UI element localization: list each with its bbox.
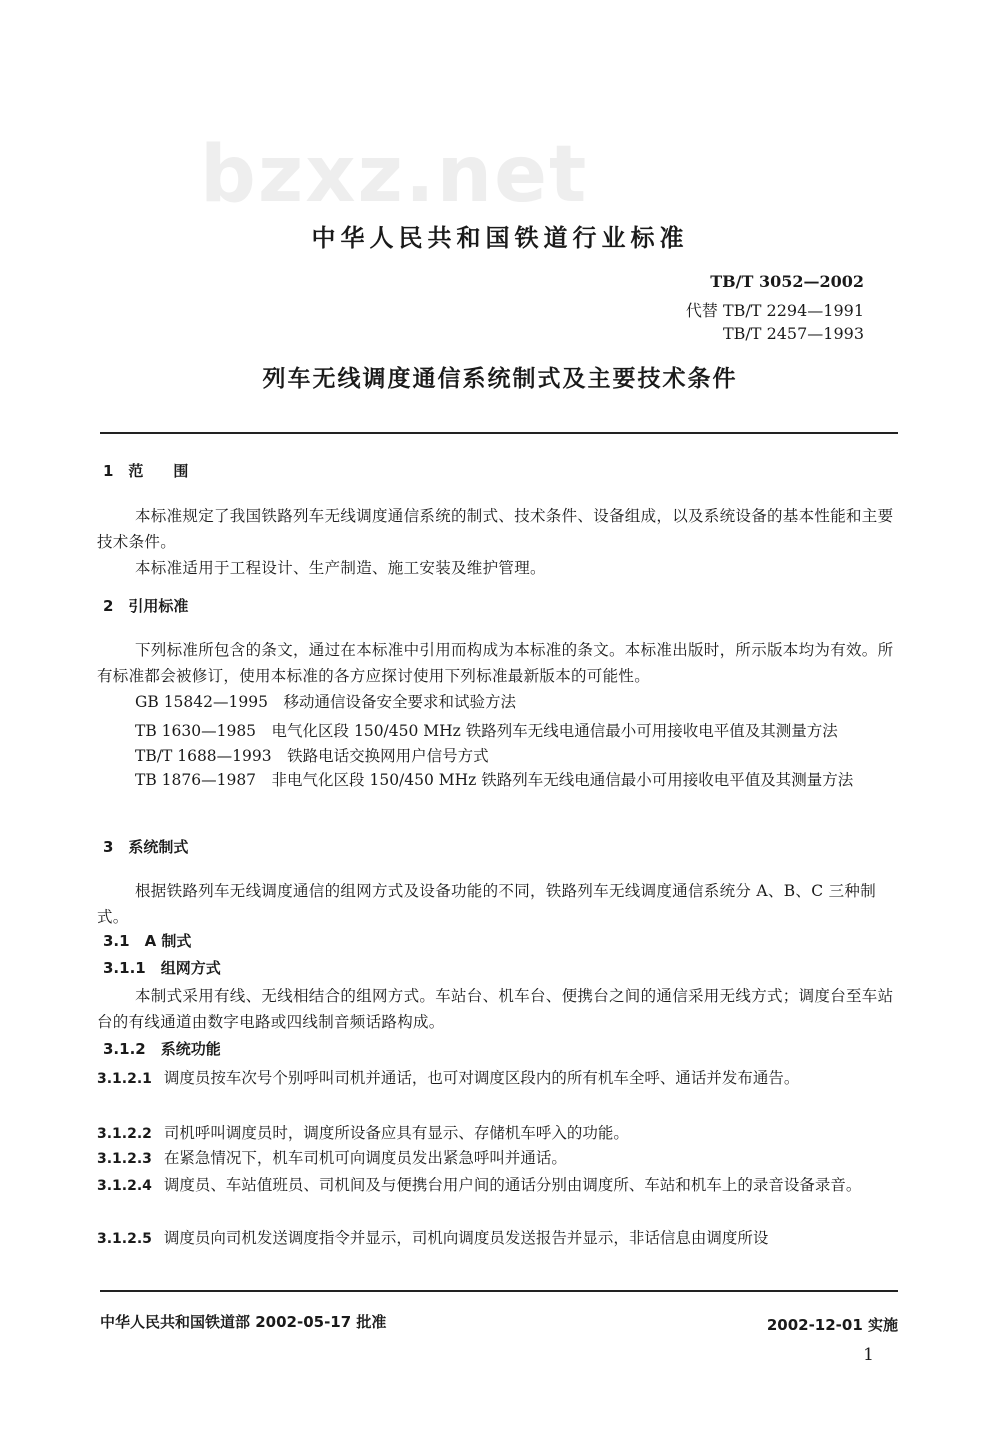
subsection-3-1-1-paragraph: 本制式采用有线、无线相结合的组网方式。车站台、机车台、便携台之间的通信采用无线方式；调度台至车站台的有线通道由数字电路或四线制音频话路构成。 <box>97 987 894 1031</box>
clause-item <box>97 1120 903 1147</box>
effective-date: 2002-12-01 实施 <box>766 1316 898 1334</box>
reference-item: TB/T 1688—1993 铁路电话交换网用户信号方式 <box>135 747 489 765</box>
subsection-3-1-heading: 3.1 A 制式 <box>103 932 192 950</box>
clause-item <box>97 1172 903 1199</box>
clause-text: 调度员按车次号个别呼叫司机并通话，也可对调度区段内的所有机车全呼、通话并发布通告。 <box>163 1069 800 1087</box>
clause-text: 调度员向司机发送调度指令并显示，司机向调度员发送报告并显示，非话信息由调度所设 <box>163 1229 769 1247</box>
section-2-paragraph-1: 下列标准所包含的条文，通过在本标准中引用而构成为本标准的条文。本标准出版时，所示版本均为有效。所有标准都会被修订，使用本标准的各方应探讨使用下列标准最新版本的可能性。 <box>97 641 894 685</box>
standard-number: TB/T 3052—2002 <box>710 272 864 291</box>
clause-number: 3.1.2.1 <box>97 1071 152 1087</box>
replaces-standard-2: TB/T 2457—1993 <box>722 324 864 343</box>
approval-statement: 中华人民共和国铁道部 2002-05-17 批准 <box>100 1313 387 1331</box>
clause-number: 3.1.2.5 <box>97 1231 152 1247</box>
clause-text: 调度员、车站值班员、司机间及与便携台用户间的通话分别由调度所、车站和机车上的录音设备录音。 <box>163 1176 862 1194</box>
clause-number: 3.1.2.4 <box>97 1178 152 1194</box>
page-number: 1 <box>863 1345 874 1365</box>
section-3-paragraph-1: 根据铁路列车无线调度通信的组网方式及设备功能的不同，铁路列车无线调度通信系统分 A、B、C 三种制式。 <box>97 882 877 926</box>
subsection-3-1-1-heading: 3.1.1 组网方式 <box>103 959 221 977</box>
section-1-heading: 1 范 围 <box>103 462 189 480</box>
replaces-standard-1: 代替 TB/T 2294—1991 <box>685 301 864 320</box>
section-2-heading: 2 引用标准 <box>103 597 189 615</box>
org-title: 中华人民共和国铁道行业标准 <box>311 224 689 252</box>
clause-item <box>97 1065 903 1092</box>
clause-item <box>97 1225 903 1252</box>
clause-number: 3.1.2.3 <box>97 1151 152 1167</box>
clause-number: 3.1.2.2 <box>97 1126 152 1142</box>
reference-item: GB 15842—1995 移动通信设备安全要求和试验方法 <box>135 693 516 711</box>
footer-divider <box>100 1290 898 1292</box>
section-1-paragraph-2: 本标准适用于工程设计、生产制造、施工安装及维护管理。 <box>135 559 546 577</box>
reference-item: TB 1630—1985 电气化区段 150/450 MHz 铁路列车无线电通信最小可用接收电平值及其测量方法 <box>135 722 838 740</box>
section-1-paragraph-1: 本标准规定了我国铁路列车无线调度通信系统的制式、技术条件、设备组成，以及系统设备的基本性能和主要技术条件。 <box>97 507 894 551</box>
document-title: 列车无线调度通信系统制式及主要技术条件 <box>262 366 738 392</box>
clause-text: 在紧急情况下，机车司机可向调度员发出紧急呼叫并通话。 <box>163 1149 567 1167</box>
subsection-3-1-2-heading: 3.1.2 系统功能 <box>103 1040 221 1058</box>
reference-item: TB 1876—1987 非电气化区段 150/450 MHz 铁路列车无线电通信最小可用接收电平值及其测量方法 <box>135 771 854 789</box>
title-divider <box>100 432 898 434</box>
clause-item <box>97 1145 903 1172</box>
watermark: bzxz.net <box>200 130 589 220</box>
clause-text: 司机呼叫调度员时，调度所设备应具有显示、存储机车呼入的功能。 <box>163 1124 629 1142</box>
section-3-heading: 3 系统制式 <box>103 838 189 856</box>
